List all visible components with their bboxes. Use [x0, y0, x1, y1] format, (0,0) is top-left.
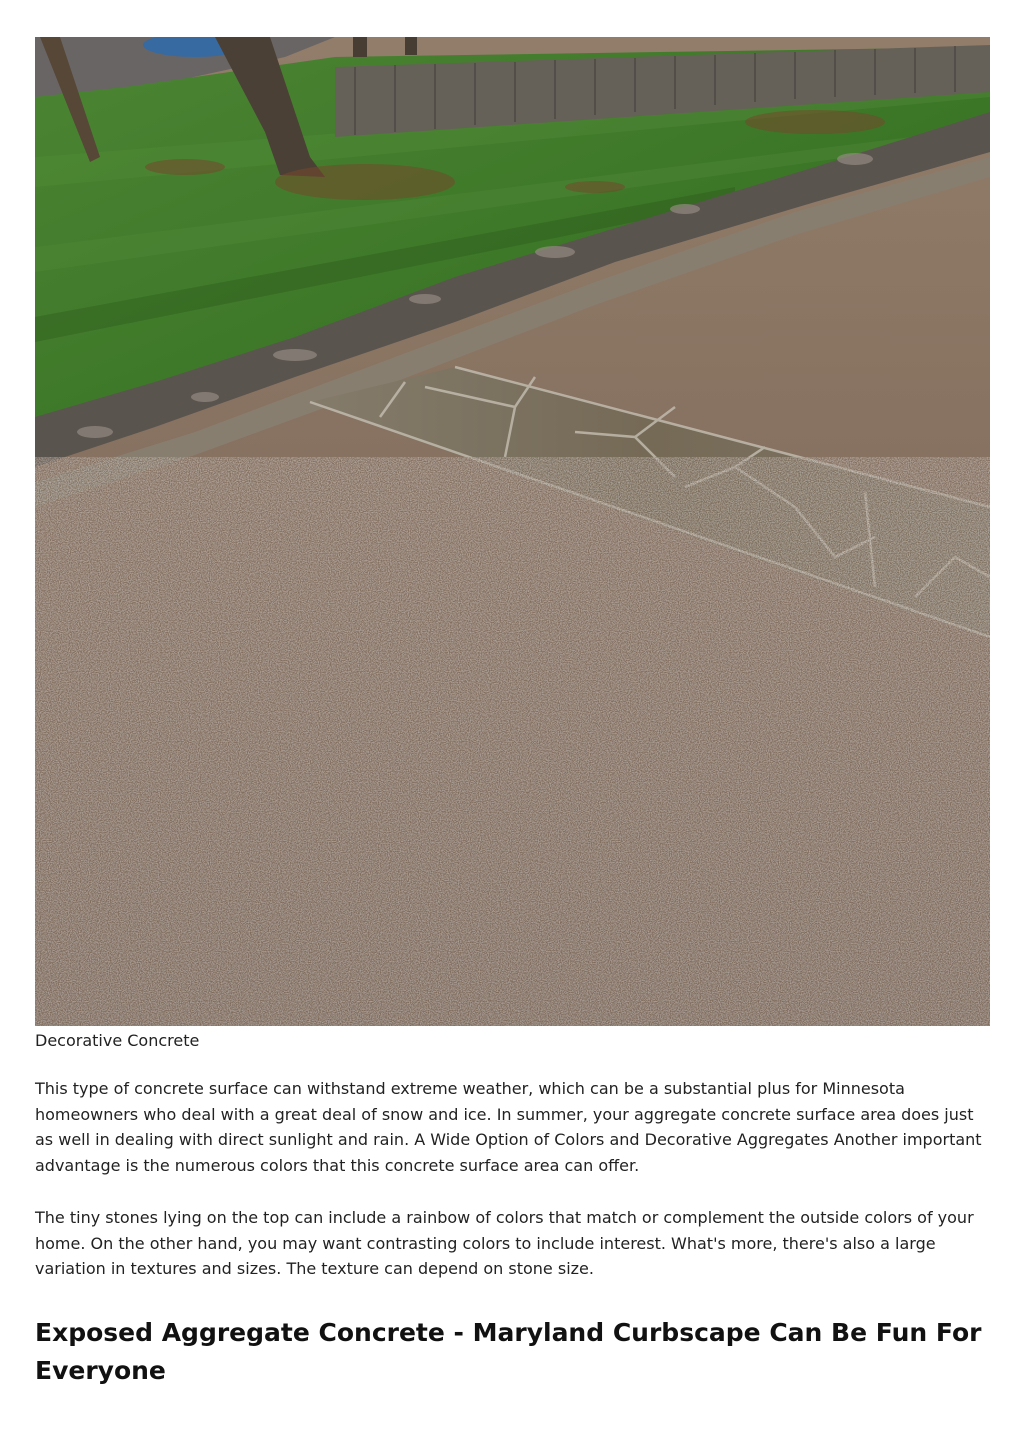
image-caption: Decorative Concrete [35, 1031, 200, 1050]
article [35, 37, 990, 1410]
driveway-photo [35, 37, 990, 1026]
body-paragraph-2: The tiny stones lying on the top can include a rainbow of colors that match or complement the outside colors of your home. On the other hand, you may want contrasting colors to include interest. What's more, there's also a large variation in textures and sizes. The texture can depend on stone size. [35, 1208, 974, 1278]
driveway-photo-graphic [35, 37, 990, 1026]
section-heading: Exposed Aggregate Concrete - Maryland Curbscape Can Be Fun For Everyone [35, 1317, 982, 1385]
body-paragraph-1: This type of concrete surface can withstand extreme weather, which can be a substantial plus for Minnesota homeowners who deal with a great deal of snow and ice. In summer, your aggregate concrete surface area does just as well in dealing with direct sunlight and rain. A Wide Option of Colors and Decorative Aggregates Another important advantage is the numerous colors that this concrete surface area can offer. [35, 1079, 982, 1175]
